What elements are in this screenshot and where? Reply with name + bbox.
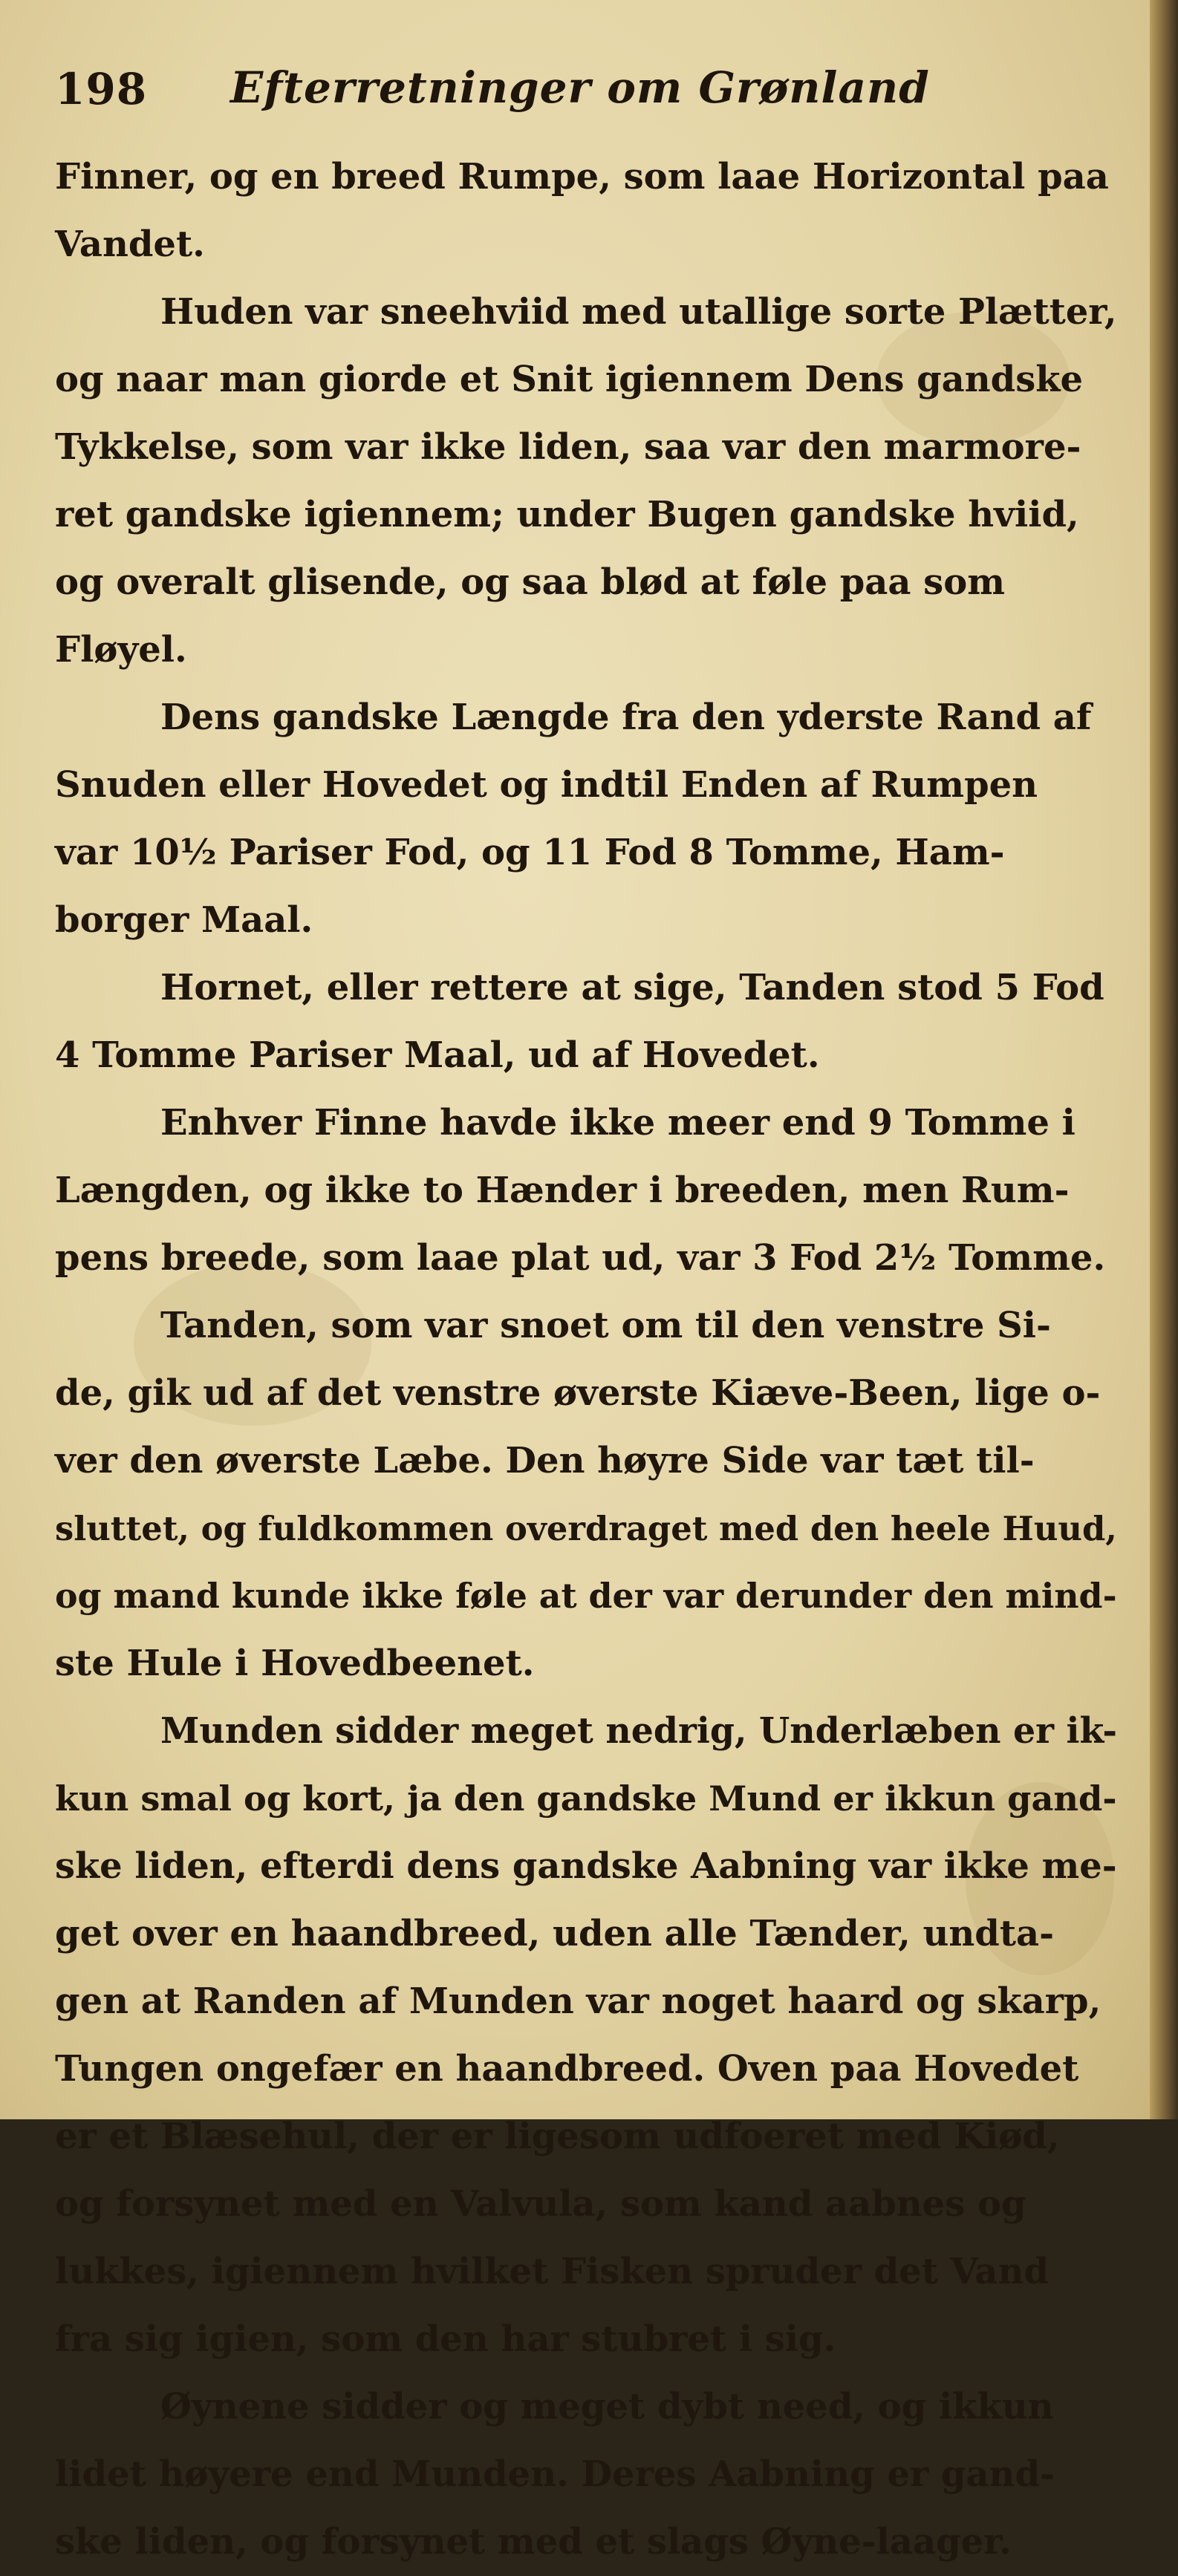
text-line: var 10½ Pariser Fod, og 11 Fod 8 Tomme, Ham- <box>55 832 1005 873</box>
page-edge <box>1150 0 1178 2119</box>
text-line: Tungen ongefær en haandbreed. Oven paa Hovedet <box>55 2048 1079 2090</box>
paragraph-first-line: Øynene sidder og meget dybt need, og ikkun <box>160 2386 1054 2427</box>
page-header <box>55 58 1110 125</box>
text-line: de, gik ud af det venstre øverste Kiæve-Been, lige o- <box>55 1372 1101 1414</box>
text-line: ret gandske igiennem; under Bugen gandske hviid, <box>55 494 1079 535</box>
text-line: borger Maal. <box>55 899 313 941</box>
paragraph-first-line: Dens gandske Længde fra den yderste Rand af <box>160 697 1092 738</box>
page-number: 198 <box>55 64 148 114</box>
text-line: ske liden, efterdi dens gandske Aabning var ikke me- <box>55 1845 1117 1887</box>
text-line: og overalt glisende, og saa blød at føle paa som <box>55 561 1006 603</box>
paragraph-first-line: Hornet, eller rettere at sige, Tanden stod 5 Fod <box>160 967 1104 1008</box>
text-line: get over en haandbreed, uden alle Tænder, undta- <box>55 1913 1055 1954</box>
text-line: lidet høyere end Munden. Deres Aabning er gand- <box>55 2453 1055 2495</box>
text-line: kun smal og kort, ja den gandske Mund er ikkun gand- <box>55 1778 1117 1819</box>
text-line: Længden, og ikke to Hænder i breeden, men Rum- <box>55 1170 1070 1211</box>
text-line: ske liden, og forsynet med et slags Øyne-laager. <box>55 2521 1012 2563</box>
body-text <box>55 143 1117 2576</box>
text-line: Tykkelse, som var ikke liden, saa var den marmore- <box>55 426 1081 468</box>
text-line: sluttet, og fuldkommen overdraget med den heele Huud, <box>55 1509 1117 1548</box>
text-line: og naar man giorde et Snit igiennem Dens gandske <box>55 359 1084 400</box>
text-line: lukkes, igiennem hvilket Fisken spruder det Vand <box>55 2251 1049 2292</box>
text-line: Fløyel. <box>55 629 187 671</box>
text-line: Snuden eller Hovedet og indtil Enden af Rumpen <box>55 764 1038 806</box>
text-line: er et Blæsehul, der er ligesom udfoeret med Kiød, <box>55 2116 1060 2157</box>
text-line: gen at Randen af Munden var noget haard og skarp, <box>55 1980 1101 2022</box>
text-line: fra sig igien, som den har stubret i sig. <box>55 2318 836 2360</box>
running-title: Efterretninger om Grønland <box>230 62 930 113</box>
text-line: Vandet. <box>55 224 205 265</box>
text-line: ver den øverste Læbe. Den høyre Side var tæt til- <box>55 1440 1035 1481</box>
text-line: ste Hule i Hovedbeenet. <box>55 1643 535 1684</box>
paragraph-first-line: Enhver Finne havde ikke meer end 9 Tomme i <box>160 1102 1076 1144</box>
paragraph-first-line: Huden var sneehviid med utallige sorte Plætter, <box>160 291 1117 333</box>
text-line: 4 Tomme Pariser Maal, ud af Hovedet. <box>55 1034 820 1076</box>
text-line: og mand kunde ikke føle at der var derunder den mind- <box>55 1576 1117 1616</box>
text-line: og forsynet med en Valvula, som kand aabnes og <box>55 2183 1026 2225</box>
text-line: pens breede, som laae plat ud, var 3 Fod 2½ Tomme. <box>55 1237 1106 1279</box>
paragraph-first-line: Tanden, som var snoet om til den venstre Si- <box>160 1305 1051 1346</box>
text-line: Finner, og en breed Rumpe, som laae Horizontal paa <box>55 156 1109 198</box>
paragraph-first-line: Munden sidder meget nedrig, Underlæben er ik- <box>160 1711 1118 1752</box>
